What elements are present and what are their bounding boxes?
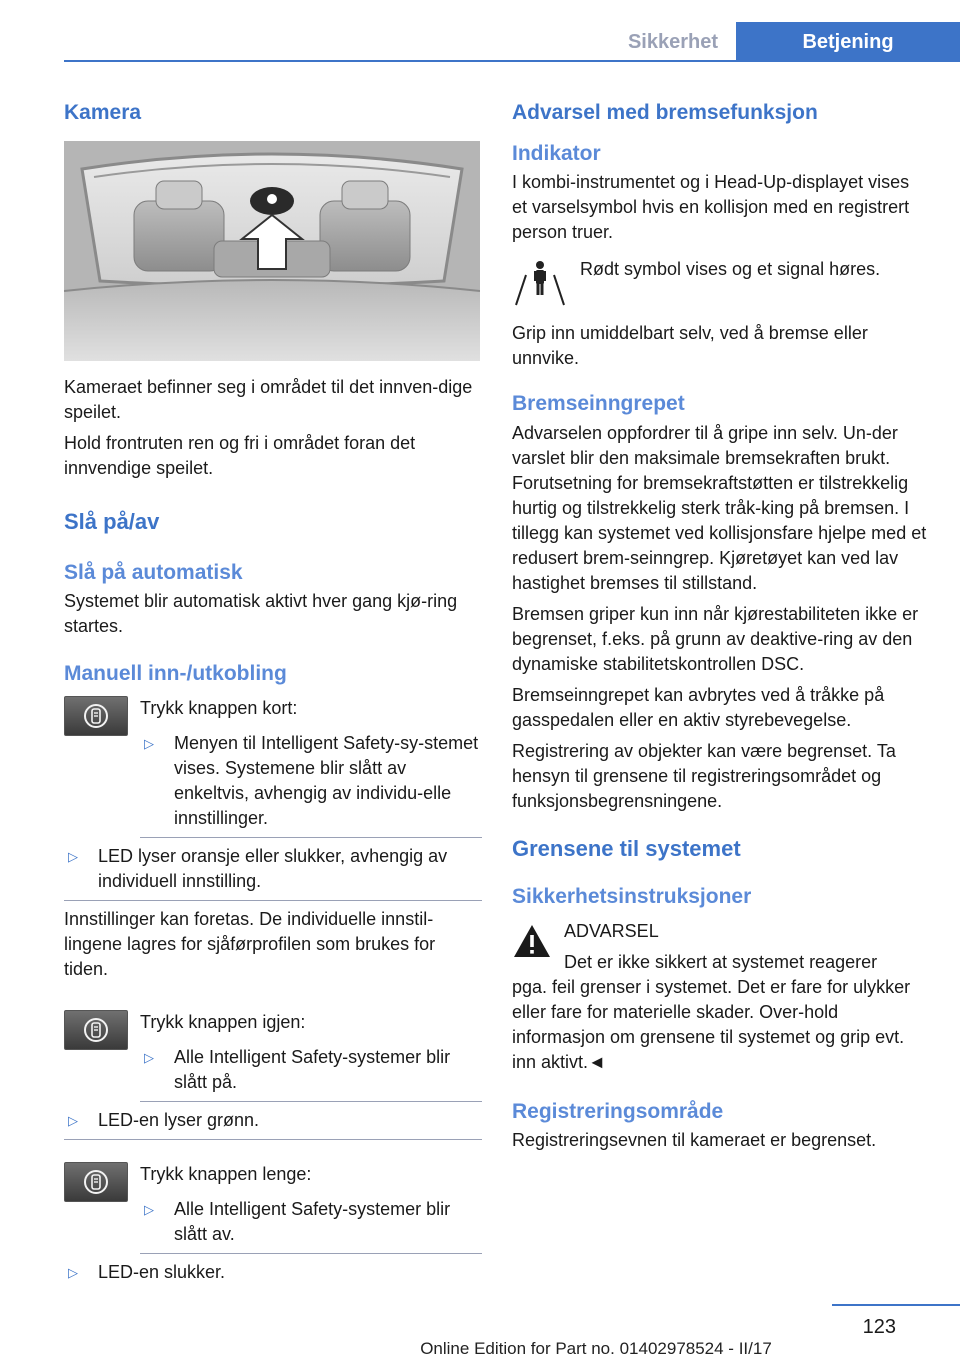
intervene-text: Grip inn umiddelbart selv, ved å bremse eller unnvike. — [512, 323, 868, 369]
list-item: ▷ Alle Intelligent Safety-systemer blir slått på. — [140, 1041, 482, 1102]
brake-heading: Bremseinngrepet — [512, 392, 685, 416]
triangle-bullet-icon: ▷ — [68, 848, 78, 864]
safety-button-icon — [64, 696, 128, 736]
settings-text: Innstillinger kan foretas. De individuelle innstil-lingene lagres for sjåførprofilen som brukes for tiden. — [64, 908, 436, 979]
warning-row — [512, 919, 928, 975]
advarsel-label: ADVARSEL — [564, 921, 659, 942]
safety-button-icon — [64, 1162, 128, 1202]
camera-location-text: Kameraet befinner seg i området til det innven-dige speilet. — [64, 377, 473, 423]
limits-heading: Grensene til systemet — [512, 835, 741, 861]
indicator-text: I kombi-instrumentet og i Head-Up-displayet vises et varselsymbol hvis en kollisjon med en registrert person truer. — [512, 172, 910, 243]
pedestrian-warning-icon — [512, 253, 568, 309]
list-item: ▷ LED-en slukker. — [64, 1256, 482, 1291]
onoff-heading: Slå på/av — [64, 509, 160, 535]
triangle-bullet-icon: ▷ — [144, 1201, 154, 1217]
triangle-bullet-icon: ▷ — [68, 1264, 78, 1280]
camera-heading: Kamera — [64, 101, 142, 124]
press-long-label: Trykk knappen lenge: — [140, 1163, 312, 1184]
left-column — [64, 100, 482, 1291]
list-item: ▷ Menyen til Intelligent Safety-sy-stemet vises. Systemene blir slått av enkeltvis, avhengig av individu-elle innstillinger. — [140, 727, 482, 838]
edition-line: Online Edition for Part no. 01402978524 - II/17 — [420, 1339, 772, 1358]
camera-location-photo — [64, 141, 480, 361]
page-number: 123 — [862, 1316, 896, 1338]
tab-section[interactable]: Sikkerhet — [627, 30, 719, 53]
press-again-label: Trykk knappen igjen: — [140, 1011, 306, 1032]
press-short-row — [64, 696, 482, 838]
footer-rule — [832, 1304, 960, 1306]
tab-chapter[interactable]: Betjening — [736, 22, 960, 62]
press-short-label: Trykk knappen kort: — [140, 697, 298, 718]
header-rule — [64, 60, 960, 62]
list-item: ▷ Alle Intelligent Safety-systemer blir slått av. — [140, 1193, 482, 1254]
brake-text-1: Advarselen oppfordrer til å gripe inn selv. Un-der varslet blir den maksimale bremsekraften brukt. Forutsetning for bremsekraftstøtten er tilstrekkelig hurtig og tilstrekkelig sterk tråk-king på bremsen. I tillegg kan systemet ved kollisjonsfare hjelpe med et redusert brem-seinngrep. Kjøretøyet kan ved lav hastighet bremses til stillstand. — [512, 422, 927, 593]
header-tabs — [610, 22, 960, 62]
brake-text-3: Bremseinngrepet kan avbrytes ved å tråkke på gasspedalen eller en aktiv styrebevegelse. — [512, 684, 885, 730]
auto-heading: Slå på automatisk — [64, 560, 243, 584]
press-again-row — [64, 1010, 482, 1102]
right-column — [512, 100, 928, 1159]
manual-heading: Manuell inn-/utkobling — [64, 661, 287, 685]
range-heading: Registreringsområde — [512, 1100, 724, 1124]
list-item: ▷ LED lyser oransje eller slukker, avhengig av individuell innstilling. — [64, 840, 482, 901]
list-item: ▷ LED-en lyser grønn. — [64, 1104, 482, 1140]
brake-text-4: Registrering av objekter kan være begrenset. Ta hensyn til grensene til registreringsområdet og funksjonsbegrensningene. — [512, 740, 896, 811]
range-text: Registreringsevnen til kameraet er begrenset. — [512, 1130, 877, 1151]
warning-triangle-icon — [512, 923, 552, 963]
indicator-heading: Indikator — [512, 142, 601, 166]
auto-text: Systemet blir automatisk aktivt hver gang kjø-ring startes. — [64, 590, 458, 636]
triangle-bullet-icon: ▷ — [68, 1112, 78, 1128]
brake-text-2: Bremsen griper kun inn når kjørestabiliteten ikke er begrenset, f.eks. på grunn av deaktive-ring av den dynamiske stabilitetskontrollen DSC. — [512, 603, 919, 674]
safety-button-icon — [64, 1010, 128, 1050]
triangle-bullet-icon: ▷ — [144, 735, 154, 751]
symbol-row — [512, 253, 928, 309]
car-interior-illustration — [64, 141, 480, 361]
advarsel-text-1: Det er ikke sikkert at systemet reagerer — [564, 952, 878, 973]
safety-heading: Sikkerhetsinstruksjoner — [512, 884, 752, 908]
warning-heading: Advarsel med bremsefunksjon — [512, 101, 818, 124]
symbol-text: Rødt symbol vises og et signal høres. — [580, 259, 881, 280]
camera-clean-text: Hold frontruten ren og fri i området foran det innvendige speilet. — [64, 433, 416, 479]
advarsel-text-2: pga. feil grenser i systemet. Det er fare for ulykker eller fare for materielle skader. Over-hold informasjon om grensene til systemet og grip evt. inn aktivt.◄ — [512, 977, 911, 1073]
triangle-bullet-icon: ▷ — [144, 1049, 154, 1065]
press-long-row — [64, 1162, 482, 1254]
